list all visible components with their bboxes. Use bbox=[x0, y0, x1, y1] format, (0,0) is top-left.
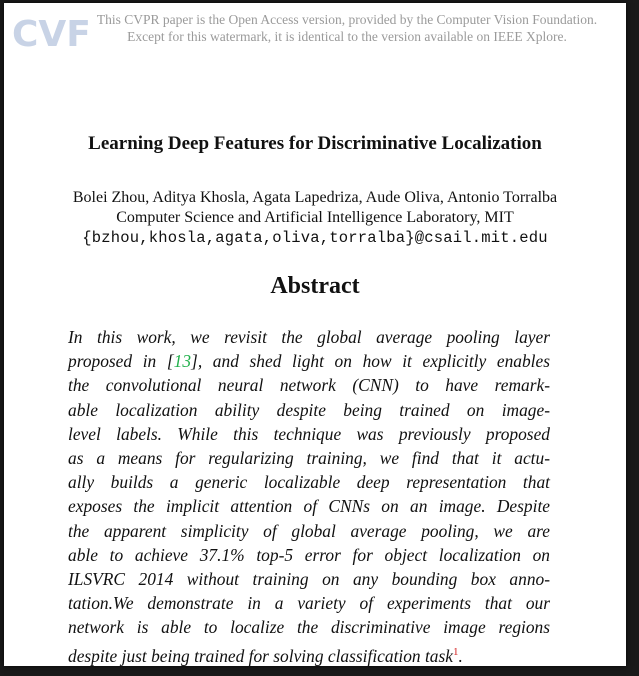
abstract-line: tation.We demonstrate in a variety of experiments that our bbox=[68, 593, 550, 614]
abstract-line-text: . bbox=[458, 645, 463, 666]
paper-title: Learning Deep Features for Discriminative Localization bbox=[88, 133, 542, 154]
open-access-watermark bbox=[82, 11, 612, 45]
svg-text:CVF: CVF bbox=[12, 14, 91, 55]
footnote-link[interactable]: 1 bbox=[452, 645, 459, 658]
abstract-line: network is able to localize the discriminative image regions bbox=[68, 617, 550, 638]
citation-link[interactable]: 13 bbox=[173, 351, 192, 372]
abstract-line bbox=[68, 640, 550, 668]
author-email: {bzhou,khosla,agata,oliva,torralba}@csail.mit.edu bbox=[82, 229, 548, 247]
abstract-line: able localization ability despite being trained on image- bbox=[68, 399, 550, 420]
cvf-logo bbox=[10, 12, 91, 55]
author-affiliation: Computer Science and Artificial Intelligence Laboratory, MIT bbox=[116, 209, 514, 226]
abstract-heading: Abstract bbox=[270, 273, 360, 299]
paper-page bbox=[4, 3, 626, 666]
abstract-line: as a means for regularizing training, we find that it actu- bbox=[68, 448, 550, 469]
abstract-line bbox=[68, 349, 550, 373]
abstract-line-text: proposed in [ bbox=[68, 351, 174, 372]
abstract-line: the convolutional neural network (CNN) to have remark- bbox=[68, 375, 550, 396]
author-block bbox=[4, 188, 626, 248]
abstract-line-text: ], and shed light on how it explicitly enables bbox=[191, 351, 550, 372]
abstract-line: exposes the implicit attention of CNNs on an image. Despite bbox=[68, 496, 550, 517]
watermark-line-2: Except for this watermark, it is identical to the version available on IEEE Xplore. bbox=[127, 29, 567, 44]
author-names: Bolei Zhou, Aditya Khosla, Agata Lapedriza, Aude Oliva, Antonio Torralba bbox=[72, 189, 558, 206]
watermark-line-1: This CVPR paper is the Open Access version, provided by the Computer Vision Foundation. bbox=[96, 12, 598, 27]
abstract-line: the apparent simplicity of global average pooling, we are bbox=[68, 520, 550, 541]
abstract-line: ally builds a generic localizable deep representation that bbox=[68, 472, 550, 493]
abstract-line: ILSVRC 2014 without training on any bounding box anno- bbox=[68, 569, 550, 590]
abstract-line: able to achieve 37.1% top-5 error for object localization on bbox=[68, 544, 550, 565]
abstract-line: level labels. While this technique was previously proposed bbox=[68, 423, 550, 444]
abstract-body bbox=[68, 325, 550, 668]
abstract-line: In this work, we revisit the global average pooling layer bbox=[68, 327, 550, 347]
abstract-line-text: despite just being trained for solving classification task bbox=[68, 645, 453, 666]
